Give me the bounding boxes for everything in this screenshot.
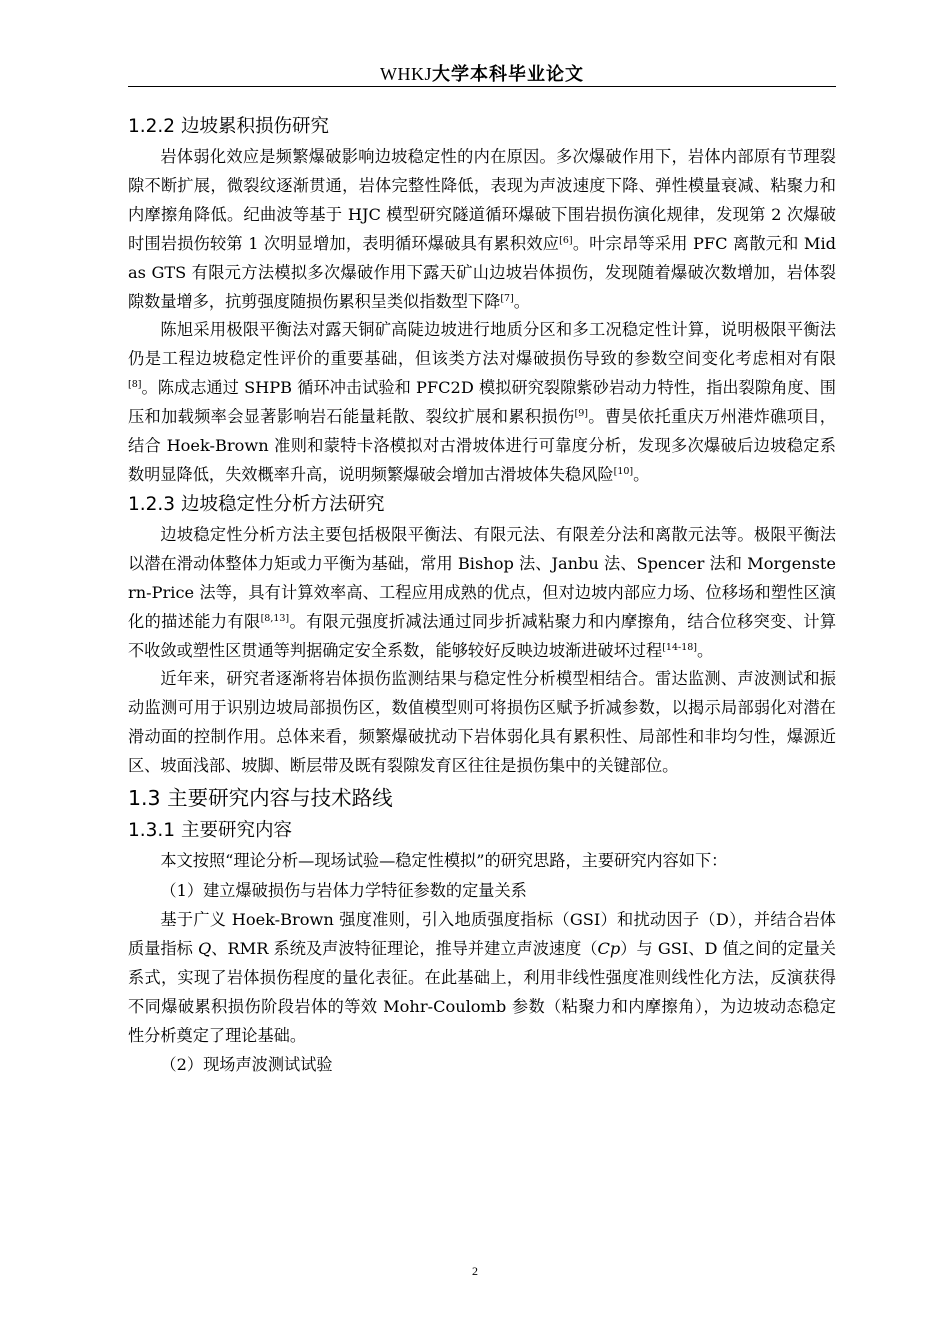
list-item: （1）建立爆破损伤与岩体力学特征参数的定量关系 xyxy=(160,880,527,900)
page-number: 2 xyxy=(472,1264,478,1278)
header-title: 大学本科毕业论文 xyxy=(432,64,584,85)
citation: [8,13] xyxy=(260,612,290,624)
paragraph: 基于广义 Hoek-Brown 强度准则，引入地质强度指标（GSI）和扰动因子（D），并结合岩体质量指标 Q、RMR 系统及声波特征理论，推导并建立声波速度（Cp）与 GSI、D 值之间的定量关系式，实现了岩体损伤程度的量化表征。在此基础上，利用非线性强度准则线性化方法，反演获得不同爆破累积损伤阶段岩体的等效 Mohr-Coulomb 参数（粘聚力和内摩擦角），为边坡动态稳定性分析奠定了理论基础。 xyxy=(128,909,836,1045)
paragraph: 本文按照“理论分析—现场试验—稳定性模拟”的研究思路，主要研究内容如下： xyxy=(160,851,728,871)
list-item: （2）现场声波测试试验 xyxy=(160,1055,333,1075)
citation: [10] xyxy=(613,465,634,477)
citation: [8] xyxy=(128,379,142,391)
citation: [6] xyxy=(559,234,573,246)
citation: [14-18] xyxy=(662,641,697,653)
paragraph: 陈旭采用极限平衡法对露天铜矿高陡边坡进行地质分区和多工况稳定性计算，说明极限平衡法仍是工程边坡稳定性评价的重要基础，但该类方法对爆破损伤导致的参数空间变化考虑相对有限[8]。陈成志通过 SHPB 循环冲击试验和 PFC2D 模拟研究裂隙紫砂岩动力特性，指出裂隙角度、围压和加载频率会显著影响岩石能量耗散、裂纹扩展和累积损伤[9]。曹昊依托重庆万州港炸礁项目，结合 Hoek-Brown 准则和蒙特卡洛模拟对古滑坡体进行可靠度分析，发现多次爆破后边坡稳定系数明显降低，失效概率升高，说明频繁爆破会增加古滑坡体失稳风险[10]。 xyxy=(128,320,836,484)
paragraph: 边坡稳定性分析方法主要包括极限平衡法、有限元法、有限差分法和离散元法等。极限平衡法以潜在滑动体整体力矩或力平衡为基础，常用 Bishop 法、Janbu 法、Spencer 法和 Morgenstern-Price 法等，具有计算效率高、工程应用成熟的优点，但对边坡内部应力场、位移场和塑性区演化的描述能力有限[8,13]。有限元强度折减法通过同步折减粘聚力和内摩擦角，结合位移突变、计算不收敛或塑性区贯通等判据确定安全系数，能够较好反映边坡渐进破坏过程[14-18]。 xyxy=(128,524,837,660)
header-latin: WHKJ xyxy=(380,64,432,84)
section-heading-1-3: 1.3 主要研究内容与技术路线 xyxy=(128,786,393,811)
paragraph: 近年来，研究者逐渐将岩体损伤监测结果与稳定性分析模型相结合。雷达监测、声波测试和振动监测可用于识别边坡局部损伤区，数值模型则可将损伤区赋予折减参数，以揭示局部弱化对潜在滑动面的控制作用。总体来看，频繁爆破扰动下岩体弱化具有累积性、局部性和非均匀性，爆源近区、坡面浅部、坡脚、断层带及既有裂隙发育区往往是损伤集中的关键部位。 xyxy=(128,669,836,776)
citation: [9] xyxy=(574,408,588,420)
page-content xyxy=(128,112,836,1080)
section-heading-1-2-3: 1.2.3 边坡稳定性分析方法研究 xyxy=(128,493,385,515)
page-header xyxy=(128,62,836,87)
section-heading-1-2-2: 1.2.2 边坡累积损伤研究 xyxy=(128,116,329,137)
section-heading-1-3-1: 1.3.1 主要研究内容 xyxy=(128,820,292,842)
paragraph: 岩体弱化效应是频繁爆破影响边坡稳定性的内在原因。多次爆破作用下，岩体内部原有节理裂隙不断扩展，微裂纹逐渐贯通，岩体完整性降低，表现为声波速度下降、弹性模量衰减、粘聚力和内摩擦角降低。纪曲波等基于 HJC 模型研究隧道循环爆破下围岩损伤演化规律，发现第 2 次爆破时围岩损伤较第 1 次明显增加，表明循环爆破具有累积效应[6]。叶宗昂等采用 PFC 离散元和 Midas GTS 有限元方法模拟多次爆破作用下露天矿山边坡岩体损伤，发现随着爆破次数增加，岩体裂隙数量增多，抗剪强度随损伤累积呈类似指数型下降[7]。 xyxy=(128,147,837,311)
citation: [7] xyxy=(500,292,514,304)
